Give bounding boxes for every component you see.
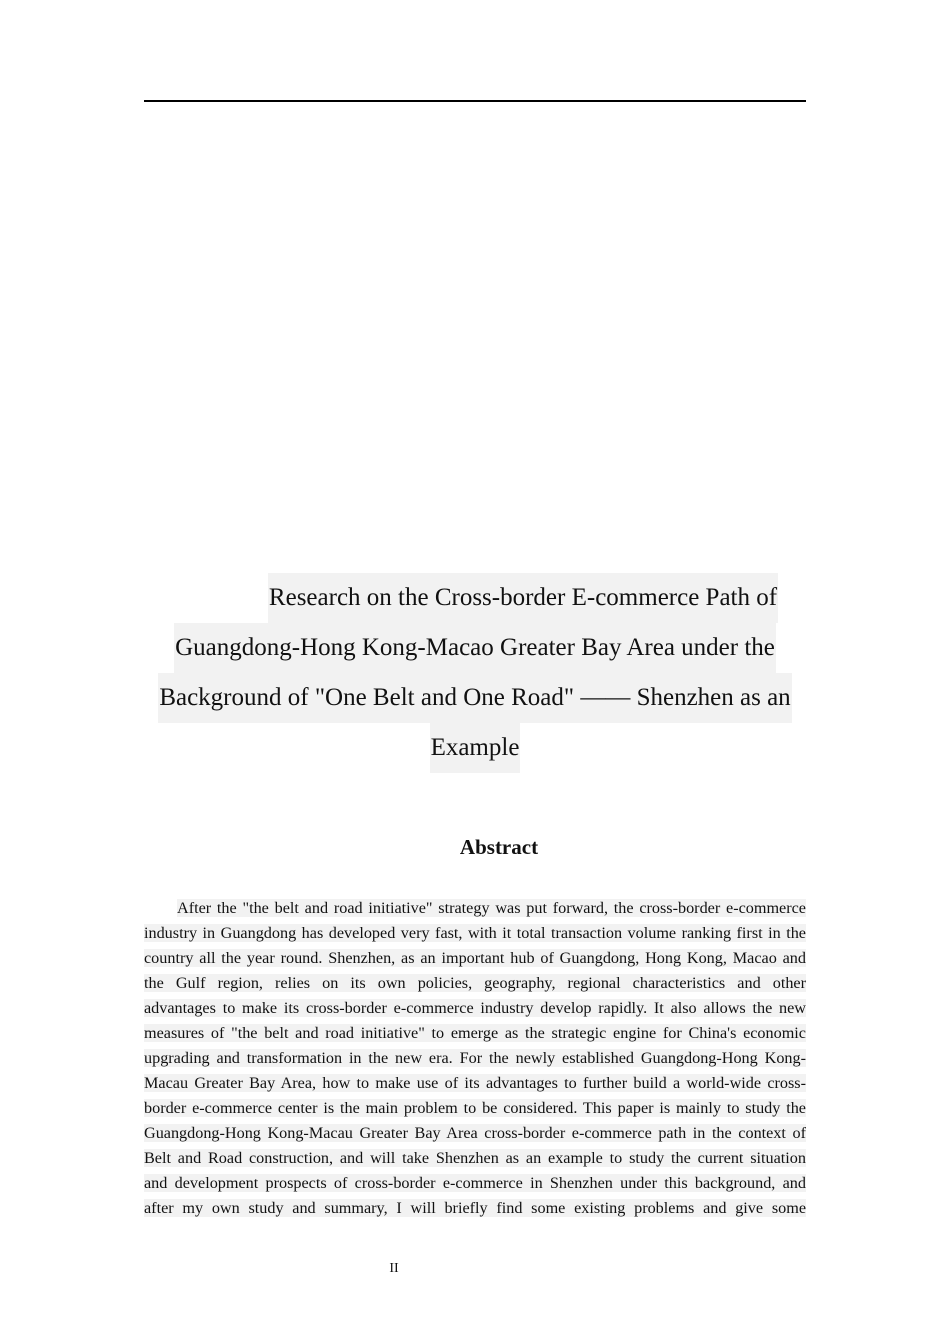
- abstract-heading: Abstract: [459, 835, 539, 859]
- document-title: [144, 573, 806, 773]
- abstract-line-text: Guangdong-Hong Kong-Macau Greater Bay Area cross-border e-commerce path in the context of: [144, 1124, 806, 1142]
- abstract-line: [144, 971, 806, 996]
- abstract-line-text: upgrading and transformation in the new era. For the newly established Guangdong-Hong Kong-: [144, 1049, 806, 1067]
- abstract-line: [144, 1021, 806, 1046]
- abstract-line-text: Belt and Road construction, and will take Shenzhen as an example to study the current situation: [144, 1149, 806, 1167]
- abstract-line-text: measures of "the belt and road initiative" to emerge as the strategic engine for China's economic: [144, 1024, 806, 1042]
- abstract-line-text: and development prospects of cross-border e-commerce in Shenzhen under this background, and: [144, 1174, 806, 1192]
- abstract-line: [144, 896, 806, 921]
- abstract-line: [144, 1096, 806, 1121]
- abstract-line: [144, 996, 806, 1021]
- abstract-line: [144, 1046, 806, 1071]
- abstract-body: [144, 896, 806, 1221]
- abstract-line-text: advantages to make its cross-border e-commerce industry develop rapidly. It also allows the new: [144, 999, 806, 1017]
- title-line-4: Example: [430, 723, 521, 773]
- abstract-line: [144, 1171, 806, 1196]
- abstract-line-text: Macau Greater Bay Area, how to make use of its advantages to further build a world-wide cross-: [144, 1074, 806, 1092]
- abstract-line-text: country all the year round. Shenzhen, as an important hub of Guangdong, Hong Kong, Macao and: [144, 949, 806, 967]
- abstract-line: [144, 921, 806, 946]
- title-line-1: Research on the Cross-border E-commerce Path of: [268, 573, 778, 623]
- abstract-line-text: border e-commerce center is the main problem to be considered. This paper is mainly to study the: [144, 1099, 806, 1117]
- page-number: II: [389, 1261, 399, 1276]
- abstract-line: [144, 946, 806, 971]
- header-rule: [144, 100, 806, 102]
- abstract-line-text: industry in Guangdong has developed very fast, with it total transaction volume ranking first in the: [144, 924, 806, 942]
- abstract-line: [144, 1146, 806, 1171]
- title-line-3: Background of "One Belt and One Road" —— Shenzhen as an: [158, 673, 791, 723]
- abstract-line: [144, 1121, 806, 1146]
- title-line-2: Guangdong-Hong Kong-Macao Greater Bay Area under the: [174, 623, 776, 673]
- abstract-line: [144, 1071, 806, 1096]
- abstract-line-text: after my own study and summary, I will briefly find some existing problems and give some: [144, 1199, 806, 1217]
- abstract-line-text: the Gulf region, relies on its own policies, geography, regional characteristics and other: [144, 974, 806, 992]
- abstract-line-text: After the "the belt and road initiative" strategy was put forward, the cross-border e-commerce: [177, 899, 806, 917]
- abstract-line: [144, 1196, 806, 1221]
